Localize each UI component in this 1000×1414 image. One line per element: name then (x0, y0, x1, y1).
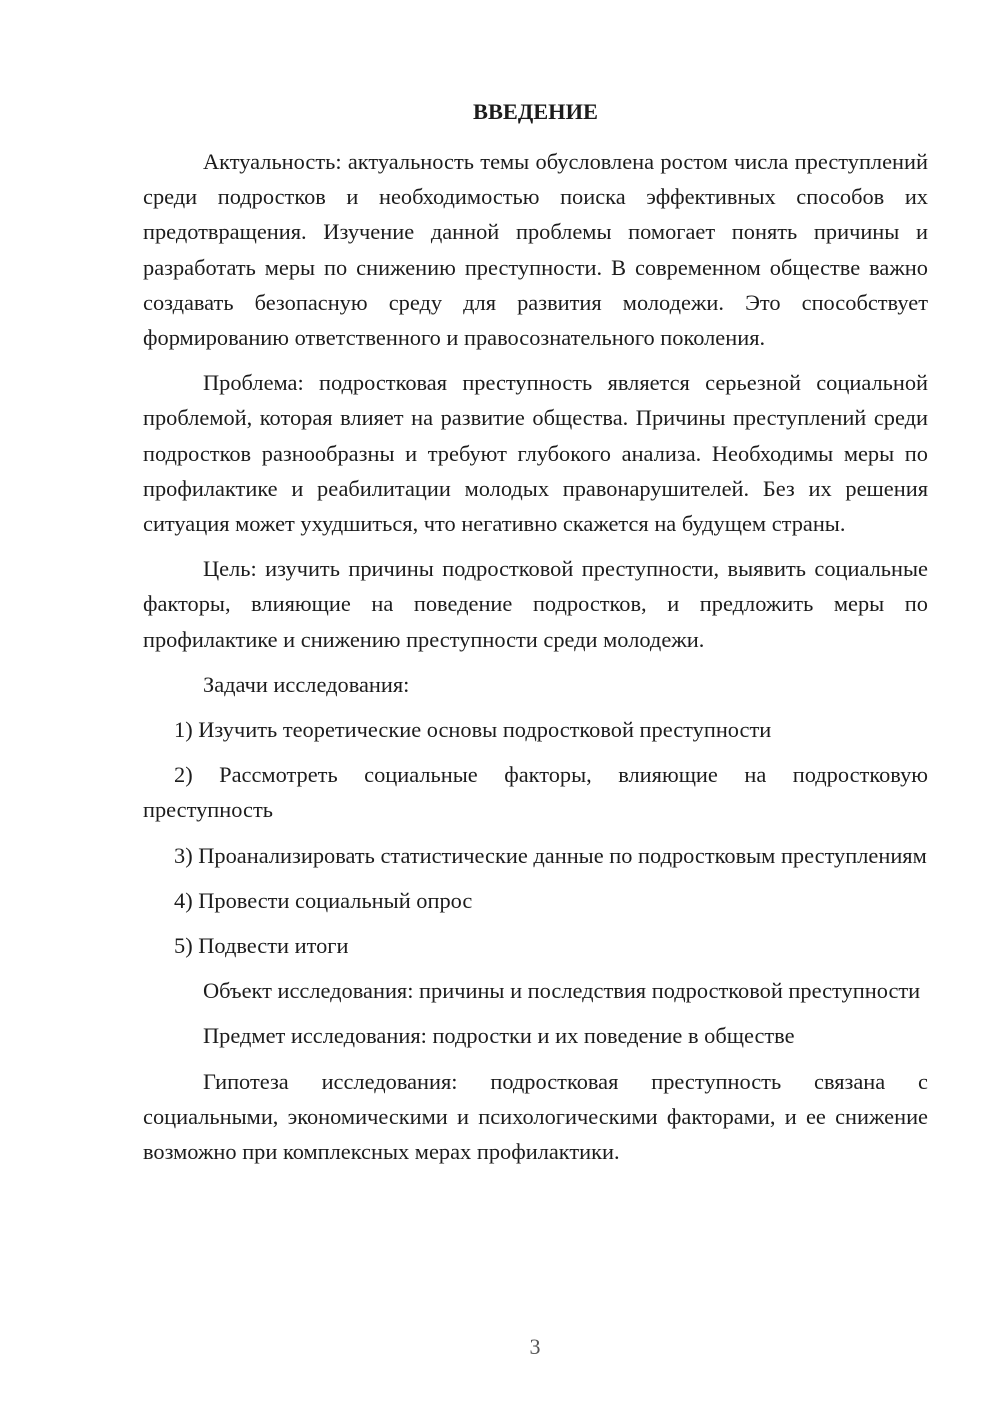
page-number: 3 (529, 1334, 541, 1359)
page-content (143, 94, 928, 1179)
relevance-paragraph: Актуальность: актуальность темы обусловлена ростом числа преступлений среди подростков и необходимостью поиска эффективных способов их предотвращения. Изучение данной проблемы помогает понять причины и разработать меры по снижению преступности. В современном обществе важно создавать безопасную среду для развития молодежи. Это способствует формированию ответственного и правосознательного поколения. (143, 149, 928, 351)
task-item-3: 3) Проанализировать статистические данные по подростковым преступлениям (174, 842, 927, 868)
goal-paragraph: Цель: изучить причины подростковой преступности, выявить социальные факторы, влияющие на поведение подростков, и предложить меры по профилактике и снижению преступности среди молодежи. (143, 556, 928, 652)
task-item-5: 5) Подвести итоги (174, 933, 349, 959)
problem-paragraph: Проблема: подростковая преступность является серьезной социальной проблемой, которая влияет на развитие общества. Причины преступлений среди подростков разнообразны и требуют глубокого анализа. Необходимы меры по профилактике и реабилитации молодых правонарушителей. Без их решения ситуация может ухудшиться, что негативно скажется на будущем страны. (143, 370, 928, 537)
subject-paragraph: Предмет исследования: подростки и их поведение в обществе (203, 1023, 795, 1049)
task-item-1: 1) Изучить теоретические основы подростковой преступности (174, 717, 772, 743)
tasks-title: Задачи исследования: (203, 671, 410, 697)
section-heading: ВВЕДЕНИЕ (473, 99, 598, 124)
task-item-4: 4) Провести социальный опрос (174, 887, 473, 913)
object-paragraph: Объект исследования: причины и последствия подростковой преступности (203, 978, 921, 1004)
hypothesis-paragraph: Гипотеза исследования: подростковая преступность связана с социальными, экономическими и психологическими факторами, и ее снижение возможно при комплексных мерах профилактики. (143, 1068, 928, 1165)
task-item-2: 2) Рассмотреть социальные факторы, влияющие на подростковую преступность (143, 762, 928, 823)
